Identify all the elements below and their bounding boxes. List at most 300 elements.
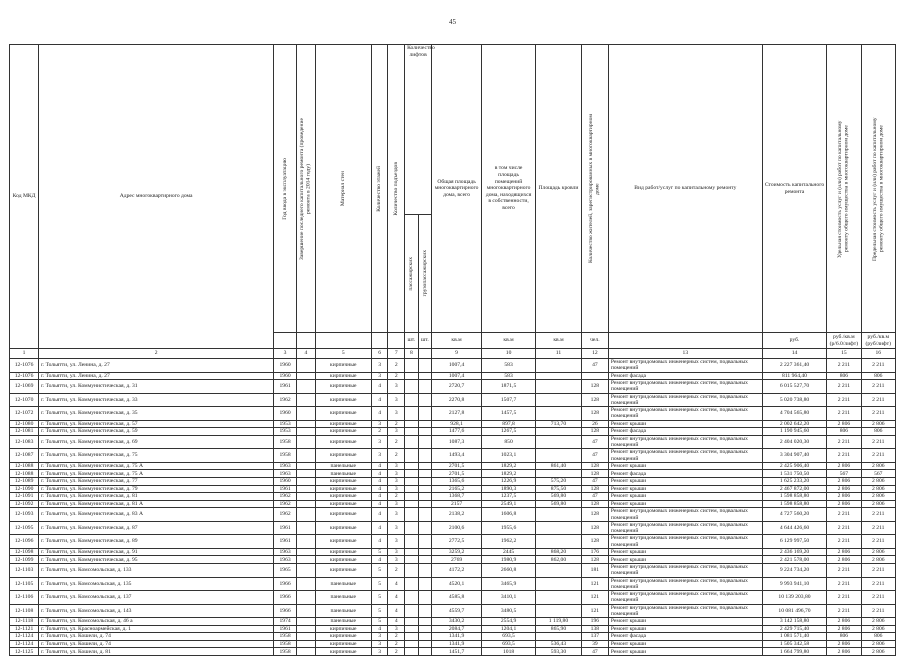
cell-wall-material: кирпичные xyxy=(315,359,371,373)
cell-address: г. Тольятти, ул. Комсомольская, д. 46 а xyxy=(39,618,274,626)
cell-last-repair xyxy=(297,407,316,421)
cell-wall-material: кирпичные xyxy=(315,535,371,549)
cell-residents: 128 xyxy=(581,393,608,407)
cell-owned-area: 583 xyxy=(482,372,536,380)
cell-last-repair xyxy=(297,648,316,656)
cell-year: 1960 xyxy=(274,372,297,380)
cell-code: 12-1081 xyxy=(10,428,39,436)
cell-entrances: 3 xyxy=(388,407,405,421)
cell-last-repair xyxy=(297,556,316,564)
cell-total-area: 2270,8 xyxy=(432,393,482,407)
cell-total-area: 2138,2 xyxy=(432,508,482,522)
cell-floors: 5 xyxy=(371,604,388,618)
cell-lifts-cargo xyxy=(418,477,432,485)
cell-year: 1965 xyxy=(274,564,297,578)
cell-max-cost: 2 806 xyxy=(861,618,895,626)
cell-wall-material: кирпичные xyxy=(315,508,371,522)
column-number: 12 xyxy=(581,349,608,359)
cell-entrances: 3 xyxy=(388,535,405,549)
cell-address: г. Тольятти, ул. Коммунистическая, д. 83 А xyxy=(39,508,274,522)
cell-cost: 2 002 642,20 xyxy=(762,420,826,428)
cell-wall-material: кирпичные xyxy=(315,521,371,535)
cell-specific-cost: 2 806 xyxy=(827,462,861,470)
cell-lifts-cargo xyxy=(418,407,432,421)
cell-cost: 10 139 203,80 xyxy=(762,591,826,605)
cell-lifts-passenger xyxy=(405,618,419,626)
cell-owned-area: 2660,8 xyxy=(482,564,536,578)
cell-owned-area: 2549,1 xyxy=(482,500,536,508)
cell-year: 1953 xyxy=(274,420,297,428)
cell-lifts-passenger xyxy=(405,577,419,591)
cell-address: г. Тольятти, ул. Коммунистическая, д. 75 А xyxy=(39,470,274,478)
table-row xyxy=(10,380,896,394)
cell-roof-area xyxy=(536,359,582,373)
cell-max-cost: 2 211 xyxy=(861,359,895,373)
cell-address: г. Тольятти, ул. Коммунистическая, д. 77 xyxy=(39,477,274,485)
cell-entrances: 2 xyxy=(388,640,405,648)
cell-code: 12-1108 xyxy=(10,604,39,618)
table-row xyxy=(10,500,896,508)
cell-specific-cost: 2 211 xyxy=(827,604,861,618)
cell-work-type: Ремонт внутридомовых инженерных систем, подвальных помещений xyxy=(608,359,762,373)
cell-total-area: 1368,7 xyxy=(432,493,482,501)
cell-roof-area xyxy=(536,577,582,591)
cell-roof-area xyxy=(536,604,582,618)
cell-roof-area xyxy=(536,393,582,407)
cell-residents: 128 xyxy=(581,428,608,436)
cell-specific-cost: 2 211 xyxy=(827,577,861,591)
cell-max-cost: 2 806 xyxy=(861,500,895,508)
cell-floors: 4 xyxy=(371,485,388,493)
cell-cost: 2 425 906,40 xyxy=(762,462,826,470)
unit-owned-area: кв.м xyxy=(482,333,536,349)
cell-entrances: 3 xyxy=(388,380,405,394)
cell-max-cost: 2 211 xyxy=(861,591,895,605)
cell-address: г. Тольятти, ул. Коммунистическая, д. 69 xyxy=(39,435,274,449)
cell-last-repair xyxy=(297,485,316,493)
cell-wall-material: кирпичные xyxy=(315,407,371,421)
cell-cost: 2 436 169,20 xyxy=(762,548,826,556)
cell-floors: 4 xyxy=(371,508,388,522)
cell-last-repair xyxy=(297,521,316,535)
cell-residents: 128 xyxy=(581,500,608,508)
cell-year: 1963 xyxy=(274,556,297,564)
cell-lifts-passenger xyxy=(405,633,419,641)
cell-floors: 4 xyxy=(371,556,388,564)
cell-lifts-cargo xyxy=(418,648,432,656)
cell-max-cost: 2 806 xyxy=(861,485,895,493)
cell-work-type: Ремонт внутридомовых инженерных систем, подвальных помещений xyxy=(608,449,762,463)
cell-residents: 47 xyxy=(581,477,608,485)
cell-entrances: 3 xyxy=(388,428,405,436)
cell-work-type: Ремонт крыши xyxy=(608,625,762,633)
header-address: Адрес многоквартирного дома xyxy=(39,45,274,349)
cell-cost: 9 993 941,10 xyxy=(762,577,826,591)
cell-floors: 3 xyxy=(371,648,388,656)
cell-code: 12-1083 xyxy=(10,435,39,449)
cell-address: г. Тольятти, ул. Кошели, д. 74 xyxy=(39,640,274,648)
cell-last-repair xyxy=(297,420,316,428)
cell-roof-area xyxy=(536,372,582,380)
cell-year: 1960 xyxy=(274,407,297,421)
cell-wall-material: кирпичные xyxy=(315,564,371,578)
cell-specific-cost: 2 806 xyxy=(827,618,861,626)
cell-max-cost: 806 xyxy=(861,428,895,436)
cell-last-repair xyxy=(297,372,316,380)
column-number: 10 xyxy=(482,349,536,359)
cell-specific-cost: 2 211 xyxy=(827,591,861,605)
cell-year: 1958 xyxy=(274,449,297,463)
column-number: 3 xyxy=(274,349,297,359)
table-row xyxy=(10,648,896,656)
cell-floors: 4 xyxy=(371,462,388,470)
cell-roof-area xyxy=(536,449,582,463)
cell-residents: 138 xyxy=(581,625,608,633)
cell-code: 12-1070 xyxy=(10,393,39,407)
cell-lifts-cargo xyxy=(418,564,432,578)
cell-address: г. Тольятти, ул. Коммунистическая, д. 31 xyxy=(39,380,274,394)
table-row xyxy=(10,485,896,493)
cell-wall-material: панельные xyxy=(315,577,371,591)
cell-residents: 47 xyxy=(581,449,608,463)
cell-owned-area: 1267,5 xyxy=(482,428,536,436)
cell-total-area: 1341,9 xyxy=(432,640,482,648)
cell-floors: 5 xyxy=(371,577,388,591)
cell-wall-material: панельные xyxy=(315,591,371,605)
cell-lifts-cargo xyxy=(418,500,432,508)
cell-specific-cost: 2 806 xyxy=(827,556,861,564)
cell-work-type: Ремонт крыши xyxy=(608,648,762,656)
cell-total-area: 928,1 xyxy=(432,420,482,428)
cell-address: г. Тольятти, ул. Коммунистическая, д. 89 xyxy=(39,535,274,549)
cell-work-type: Ремонт крыши xyxy=(608,640,762,648)
cell-roof-area xyxy=(536,564,582,578)
cell-floors: 4 xyxy=(371,407,388,421)
cell-total-area: 4585,8 xyxy=(432,591,482,605)
cell-work-type: Ремонт крыши xyxy=(608,548,762,556)
cell-last-repair xyxy=(297,493,316,501)
cell-code: 12-1096 xyxy=(10,535,39,549)
cell-entrances: 2 xyxy=(388,648,405,656)
cell-last-repair xyxy=(297,477,316,485)
column-number: 8 xyxy=(405,349,419,359)
cell-cost: 6 129 997,50 xyxy=(762,535,826,549)
cell-year: 1974 xyxy=(274,618,297,626)
cell-max-cost: 2 211 xyxy=(861,577,895,591)
cell-work-type: Ремонт внутридомовых инженерных систем, подвальных помещений xyxy=(608,393,762,407)
cell-last-repair xyxy=(297,640,316,648)
cell-wall-material: кирпичные xyxy=(315,485,371,493)
cell-year: 1963 xyxy=(274,470,297,478)
cell-floors: 3 xyxy=(371,640,388,648)
cell-work-type: Ремонт внутридомовых инженерных систем, подвальных помещений xyxy=(608,564,762,578)
cell-code: 12-1090 xyxy=(10,485,39,493)
cell-year: 1963 xyxy=(274,548,297,556)
column-number: 13 xyxy=(608,349,762,359)
cell-last-repair xyxy=(297,462,316,470)
cell-owned-area: 1871,5 xyxy=(482,380,536,394)
cell-cost: 1 625 233,20 xyxy=(762,477,826,485)
header-specific-cost: Удельная стоимость услуг и (или) работ по капитальному ремонту общего имущества в многоквартирном доме xyxy=(837,119,850,258)
cell-last-repair xyxy=(297,470,316,478)
cell-roof-area xyxy=(536,470,582,478)
cell-year: 1961 xyxy=(274,521,297,535)
cell-code: 12-1072 xyxy=(10,407,39,421)
cell-owned-area: 583 xyxy=(482,359,536,373)
cell-floors: 4 xyxy=(371,380,388,394)
header-total-area: Общая площадь многоквартирного дома, всего xyxy=(434,178,479,198)
cell-owned-area: 3465,9 xyxy=(482,577,536,591)
cell-address: г. Тольятти, ул. Ленина, д. 27 xyxy=(39,372,274,380)
cell-total-area: 2701,5 xyxy=(432,462,482,470)
cell-residents: 47 xyxy=(581,493,608,501)
cell-floors: 3 xyxy=(371,633,388,641)
column-number: 5 xyxy=(315,349,371,359)
cell-residents: 128 xyxy=(581,508,608,522)
cell-cost: 1 505 342,58 xyxy=(762,640,826,648)
cell-specific-cost: 2 211 xyxy=(827,508,861,522)
cell-owned-area: 2554,9 xyxy=(482,618,536,626)
cell-lifts-cargo xyxy=(418,618,432,626)
cell-code: 12-1080 xyxy=(10,420,39,428)
table-row xyxy=(10,407,896,421)
cell-total-area: 2127,8 xyxy=(432,407,482,421)
cell-code: 12-1088 xyxy=(10,462,39,470)
cell-cost: 1 664 799,80 xyxy=(762,648,826,656)
cell-total-area: 3430,2 xyxy=(432,618,482,626)
cell-lifts-passenger xyxy=(405,648,419,656)
cell-year: 1962 xyxy=(274,500,297,508)
cell-code: 12-1076 xyxy=(10,372,39,380)
cell-lifts-cargo xyxy=(418,420,432,428)
table-row xyxy=(10,359,896,373)
unit-specific-cost: руб./кв.м (р/6.0/лифт) xyxy=(829,333,859,347)
cell-last-repair xyxy=(297,618,316,626)
cell-year: 1958 xyxy=(274,633,297,641)
header-wall-material: Материал стен xyxy=(340,170,347,207)
cell-specific-cost: 2 806 xyxy=(827,477,861,485)
cell-max-cost: 2 211 xyxy=(861,380,895,394)
cell-floors: 5 xyxy=(371,548,388,556)
cell-year: 1962 xyxy=(274,493,297,501)
cell-max-cost: 2 806 xyxy=(861,462,895,470)
table-row xyxy=(10,548,896,556)
column-number: 1 xyxy=(10,349,39,359)
header-entrances: Количество подъездов xyxy=(393,161,400,216)
cell-cost: 1 531 750,50 xyxy=(762,470,826,478)
cell-year: 1960 xyxy=(274,477,297,485)
table-row xyxy=(10,449,896,463)
cell-residents: 128 xyxy=(581,485,608,493)
cell-last-repair xyxy=(297,591,316,605)
column-number: 2 xyxy=(39,349,274,359)
cell-floors: 3 xyxy=(371,449,388,463)
cell-residents: 128 xyxy=(581,462,608,470)
header-lifts: Количество лифтов xyxy=(407,45,435,58)
cell-specific-cost: 806 xyxy=(827,428,861,436)
table-row xyxy=(10,577,896,591)
cell-lifts-passenger xyxy=(405,508,419,522)
cell-lifts-passenger xyxy=(405,420,419,428)
cell-wall-material: кирпичные xyxy=(315,625,371,633)
column-number: 14 xyxy=(762,349,826,359)
cell-lifts-cargo xyxy=(418,535,432,549)
cell-cost: 1 081 571,40 xyxy=(762,633,826,641)
cell-entrances: 3 xyxy=(388,500,405,508)
cell-roof-area xyxy=(536,633,582,641)
cell-wall-material: кирпичные xyxy=(315,500,371,508)
cell-floors: 5 xyxy=(371,618,388,626)
cell-code: 12-1106 xyxy=(10,591,39,605)
cell-total-area: 2165,2 xyxy=(432,485,482,493)
cell-owned-area: 1962,2 xyxy=(482,535,536,549)
header-lifts-passenger: пассажирских xyxy=(408,256,415,291)
cell-lifts-passenger xyxy=(405,640,419,648)
cell-cost: 2 429 715,40 xyxy=(762,625,826,633)
cell-specific-cost: 2 211 xyxy=(827,407,861,421)
cell-total-area: 1007,4 xyxy=(432,359,482,373)
cell-year: 1961 xyxy=(274,535,297,549)
cell-specific-cost: 2 806 xyxy=(827,493,861,501)
cell-lifts-passenger xyxy=(405,604,419,618)
cell-floors: 4 xyxy=(371,625,388,633)
cell-total-area: 2701,5 xyxy=(432,470,482,478)
cell-lifts-cargo xyxy=(418,521,432,535)
cell-lifts-passenger xyxy=(405,428,419,436)
cell-cost: 6 015 527,70 xyxy=(762,380,826,394)
cell-residents: 137 xyxy=(581,633,608,641)
cell-year: 1966 xyxy=(274,577,297,591)
cell-work-type: Ремонт внутридомовых инженерных систем, подвальных помещений xyxy=(608,508,762,522)
cell-lifts-cargo xyxy=(418,577,432,591)
cell-max-cost: 2 806 xyxy=(861,640,895,648)
cell-specific-cost: 2 806 xyxy=(827,640,861,648)
cell-roof-area xyxy=(536,591,582,605)
cell-lifts-cargo xyxy=(418,449,432,463)
cell-work-type: Ремонт крыши xyxy=(608,500,762,508)
cell-owned-area: 1829,2 xyxy=(482,470,536,478)
cell-total-area: 1477,6 xyxy=(432,428,482,436)
cell-specific-cost: 2 806 xyxy=(827,420,861,428)
cell-roof-area: 569,80 xyxy=(536,493,582,501)
cell-cost: 4 727 560,20 xyxy=(762,508,826,522)
cell-floors: 2 xyxy=(371,428,388,436)
cell-total-area: 1493,4 xyxy=(432,449,482,463)
cell-cost: 5 020 738,80 xyxy=(762,393,826,407)
cell-roof-area: 575,20 xyxy=(536,477,582,485)
cell-lifts-cargo xyxy=(418,435,432,449)
cell-wall-material: кирпичные xyxy=(315,640,371,648)
cell-year: 1961 xyxy=(274,625,297,633)
cell-address: г. Тольятти, ул. Коммунистическая, д. 57 xyxy=(39,420,274,428)
cell-max-cost: 2 806 xyxy=(861,625,895,633)
cell-roof-area: 861,40 xyxy=(536,462,582,470)
cell-address: г. Тольятти, ул. Коммунистическая, д. 81 А xyxy=(39,500,274,508)
cell-last-repair xyxy=(297,359,316,373)
cell-year: 1961 xyxy=(274,485,297,493)
cell-code: 12-1095 xyxy=(10,521,39,535)
cell-address: г. Тольятти, ул. Комсомольская, д. 137 xyxy=(39,591,274,605)
cell-max-cost: 2 806 xyxy=(861,420,895,428)
column-number: 15 xyxy=(827,349,861,359)
cell-work-type: Ремонт внутридомовых инженерных систем, подвальных помещений xyxy=(608,407,762,421)
cell-work-type: Ремонт крыши xyxy=(608,477,762,485)
cell-last-repair xyxy=(297,548,316,556)
cell-address: г. Тольятти, ул. Комсомольская, д. 143 xyxy=(39,604,274,618)
cell-cost: 9 224 734,20 xyxy=(762,564,826,578)
cell-floors: 4 xyxy=(371,535,388,549)
cell-entrances: 2 xyxy=(388,564,405,578)
cell-entrances: 2 xyxy=(388,359,405,373)
cell-total-area: 2100,6 xyxy=(432,521,482,535)
cell-total-area: 3259,2 xyxy=(432,548,482,556)
cell-address: г. Тольятти, ул. Красноармейская, д. 1 xyxy=(39,625,274,633)
cell-lifts-cargo xyxy=(418,393,432,407)
cell-lifts-passenger xyxy=(405,435,419,449)
cell-floors: 3 xyxy=(371,420,388,428)
cell-lifts-passenger xyxy=(405,470,419,478)
cell-address: г. Тольятти, ул. Коммунистическая, д. 95 xyxy=(39,556,274,564)
cell-address: г. Тольятти, ул. Коммунистическая, д. 79 xyxy=(39,485,274,493)
cell-total-area: 2772,5 xyxy=(432,535,482,549)
cell-wall-material: кирпичные xyxy=(315,648,371,656)
cell-entrances: 3 xyxy=(388,485,405,493)
cell-roof-area: 536,43 xyxy=(536,640,582,648)
cell-floors: 4 xyxy=(371,521,388,535)
cell-code: 12-1087 xyxy=(10,449,39,463)
cell-year: 1958 xyxy=(274,435,297,449)
cell-lifts-cargo xyxy=(418,508,432,522)
cell-work-type: Ремонт внутридомовых инженерных систем, подвальных помещений xyxy=(608,535,762,549)
unit-lift-b: шт. xyxy=(418,333,432,349)
cell-owned-area: 1018 xyxy=(482,648,536,656)
cell-lifts-passenger xyxy=(405,535,419,549)
cell-cost: 2 421 578,00 xyxy=(762,556,826,564)
cell-cost: 1 598 858,80 xyxy=(762,493,826,501)
cell-owned-area: 1890,3 xyxy=(482,485,536,493)
table-row xyxy=(10,625,896,633)
cell-entrances: 2 xyxy=(388,420,405,428)
cell-lifts-cargo xyxy=(418,633,432,641)
cell-wall-material: кирпичные xyxy=(315,435,371,449)
cell-specific-cost: 2 806 xyxy=(827,548,861,556)
cell-floors: 3 xyxy=(371,359,388,373)
cell-specific-cost: 567 xyxy=(827,470,861,478)
cell-address: г. Тольятти, ул. Коммунистическая, д. 75 xyxy=(39,449,274,463)
cell-floors: 3 xyxy=(371,372,388,380)
cell-last-repair xyxy=(297,625,316,633)
cell-last-repair xyxy=(297,508,316,522)
cell-lifts-cargo xyxy=(418,625,432,633)
cell-cost: 811 964,40 xyxy=(762,372,826,380)
cell-code: 12-1093 xyxy=(10,508,39,522)
column-number: 9 xyxy=(432,349,482,359)
cell-lifts-cargo xyxy=(418,604,432,618)
cell-entrances: 4 xyxy=(388,577,405,591)
cell-residents: 128 xyxy=(581,407,608,421)
cell-work-type: Ремонт фасада xyxy=(608,470,762,478)
cell-floors: 5 xyxy=(371,564,388,578)
cell-year: 1953 xyxy=(274,428,297,436)
cell-lifts-passenger xyxy=(405,625,419,633)
cell-code: 12-1076 xyxy=(10,359,39,373)
cell-specific-cost: 2 211 xyxy=(827,359,861,373)
table-row xyxy=(10,393,896,407)
cell-wall-material: панельные xyxy=(315,604,371,618)
table-row xyxy=(10,435,896,449)
cell-lifts-passenger xyxy=(405,548,419,556)
cell-owned-area: 1226,9 xyxy=(482,477,536,485)
